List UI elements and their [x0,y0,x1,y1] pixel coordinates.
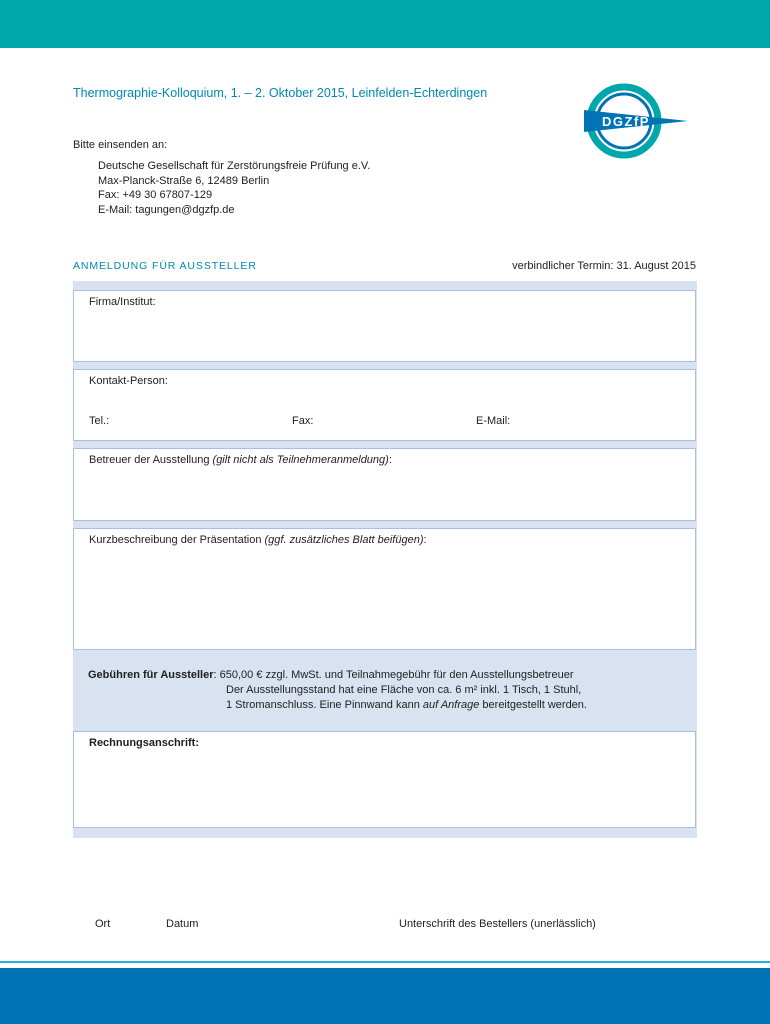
supervisor-label: Betreuer der Ausstellung (gilt nicht als Teilnehmeranmeldung): [89,454,392,466]
fees-block [88,668,587,713]
billing-field[interactable] [73,731,696,828]
address-line: Max-Planck-Straße 6, 12489 Berlin [98,174,270,187]
address-line: E-Mail: tagungen@dgzfp.de [98,203,235,216]
top-color-band [0,0,770,48]
tel-label: Tel.: [89,415,110,427]
deadline-text: verbindlicher Termin: 31. August 2015 [512,260,696,272]
fees-line-3: 1 Stromanschluss. Eine Pinnwand kann auf Anfrage bereitgestellt werden. [226,699,587,711]
signature-label: Unterschrift des Bestellers (unerlässlich) [399,918,596,930]
send-to-label: Bitte einsenden an: [73,139,168,151]
dgzfp-logo [580,80,692,162]
company-field[interactable] [73,290,696,362]
date-label: Datum [166,918,199,930]
fees-line-1: : 650,00 € zzgl. MwSt. und Teilnahmegebühr für den Ausstellungsbetreuer [213,669,574,681]
contact-label: Kontakt-Person: [89,375,168,387]
presentation-label: Kurzbeschreibung der Präsentation (ggf. zusätzliches Blatt beifügen): [89,534,427,546]
contact-field[interactable] [73,369,696,441]
fees-label: Gebühren für Aussteller [88,669,214,681]
fax-label: Fax: [292,415,314,427]
address-line: Fax: +49 30 67807-129 [98,189,213,202]
supervisor-note: (gilt nicht als Teilnehmeranmeldung) [212,454,389,466]
address-line: Deutsche Gesellschaft für Zerstörungsfreie Prüfung e.V. [98,160,371,172]
email-label: E-Mail: [476,415,511,427]
place-label: Ort [95,918,111,930]
registration-title: ANMELDUNG FÜR AUSSTELLER [73,260,257,272]
address-block [98,159,370,217]
bottom-color-band [0,968,770,1024]
bottom-divider [0,961,770,963]
conference-title: Thermographie-Kolloquium, 1. – 2. Oktober 2015, Leinfelden-Echterdingen [73,86,488,100]
company-label: Firma/Institut: [89,296,156,308]
fees-line-2: Der Ausstellungsstand hat eine Fläche von ca. 6 m² inkl. 1 Tisch, 1 Stuhl, [226,684,582,696]
billing-label: Rechnungsanschrift: [89,737,200,749]
presentation-note: (ggf. zusätzliches Blatt beifügen) [264,534,424,546]
logo-text: DGZfP [602,114,650,129]
presentation-field[interactable] [73,528,696,650]
supervisor-field[interactable] [73,448,696,521]
